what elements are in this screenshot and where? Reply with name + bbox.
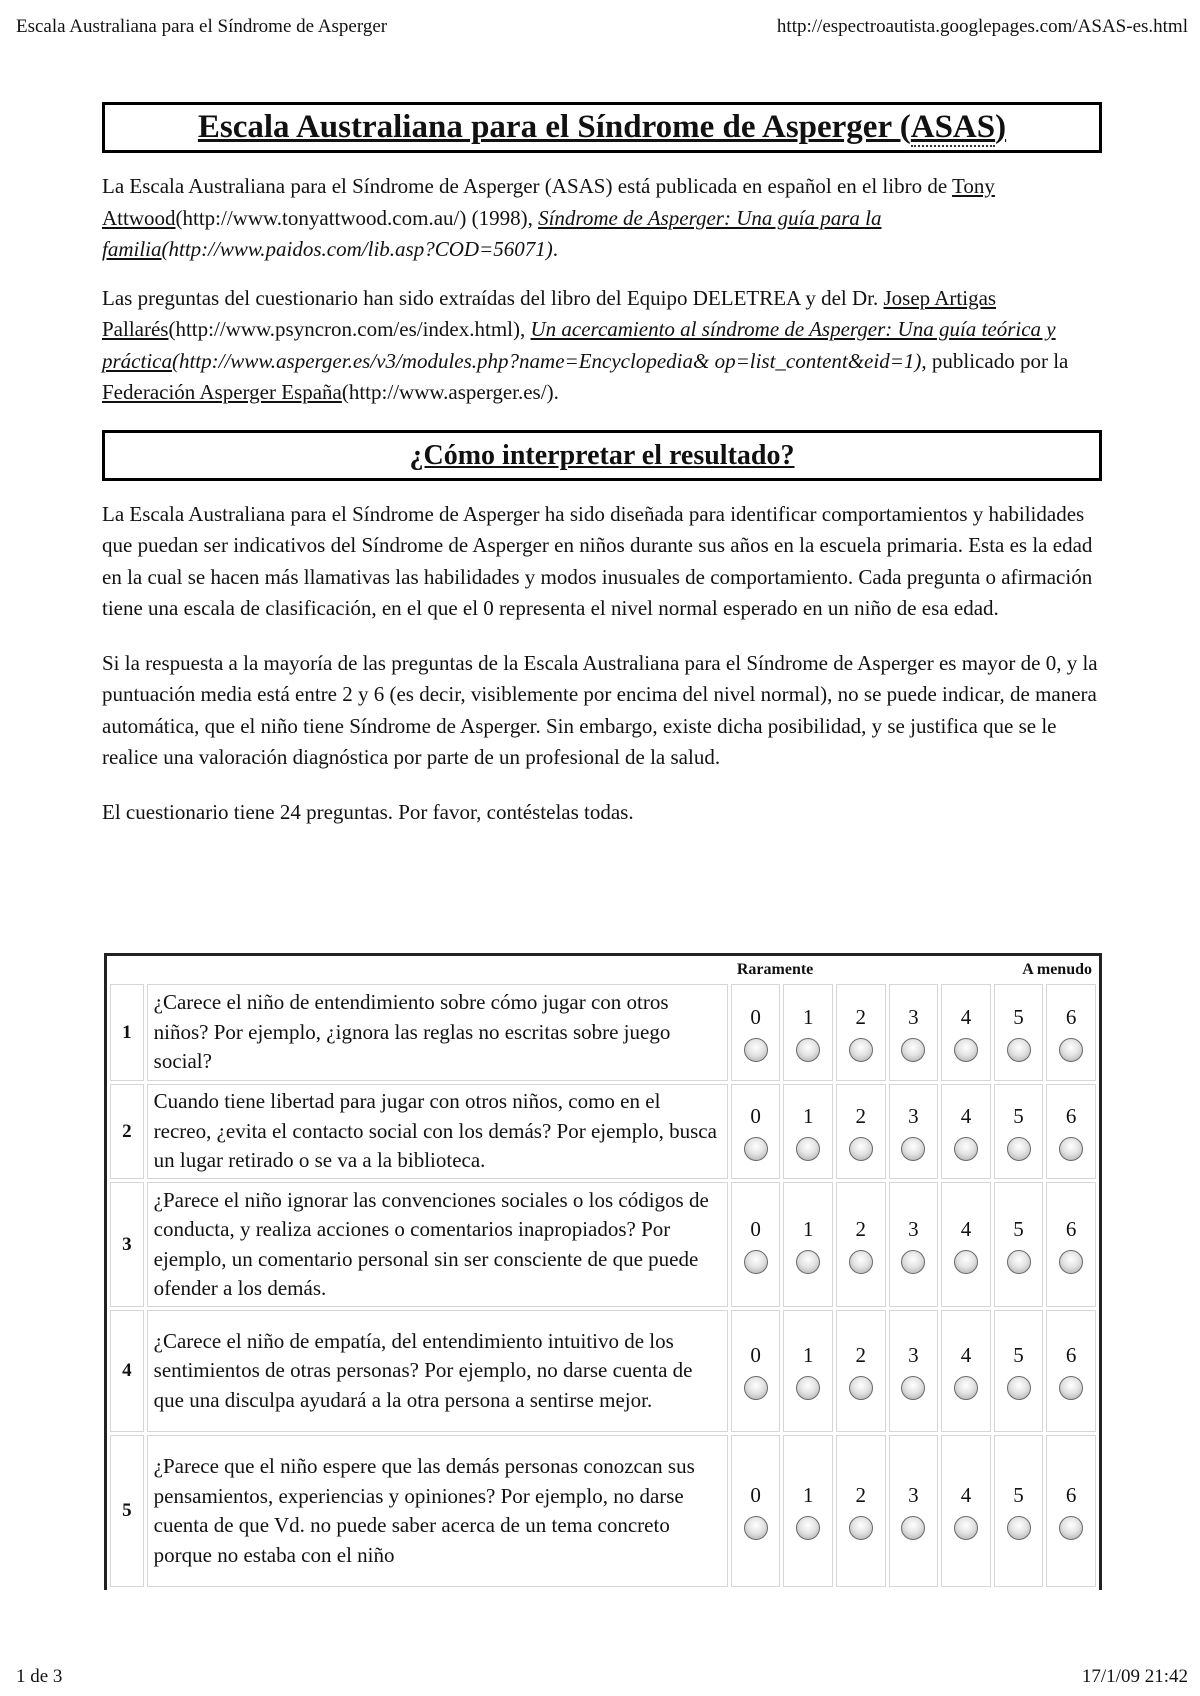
option-radio-button[interactable] [1007,1038,1031,1062]
option-label: 5 [1013,1483,1024,1507]
option-radio-button[interactable] [849,1137,873,1161]
option-radio-button[interactable] [796,1516,820,1540]
page-content [102,102,1102,828]
link-federacion-asperger[interactable]: Federación Asperger España [102,380,342,404]
intro1-text-3: . [552,237,558,261]
option-radio-button[interactable] [901,1038,925,1062]
answer-option-cell [994,1084,1044,1179]
option-radio-button[interactable] [1059,1038,1083,1062]
scale-header-spacer [110,959,728,981]
answer-option-cell [731,1435,781,1587]
answer-option-cell [941,1310,991,1432]
question-text: ¿Parece que el niño espere que las demás personas conozcan sus pensamientos, experiencias y opiniones? Por ejemplo, no darse cuenta de que Vd. no puede saber acerca de un tema concreto porque no estaba con el niño [147,1435,728,1587]
question-text: Cuando tiene libertad para jugar con otros niños, como en el recreo, ¿evita el contacto social con los demás? Por ejemplo, busca un lugar retirado o se va a la biblioteca. [147,1084,728,1179]
option-radio-button[interactable] [1059,1376,1083,1400]
answer-option-cell [889,1310,939,1432]
scale-label-rarely: Raramente [736,961,814,978]
option-label: 3 [908,1343,919,1367]
question-count-note: El cuestionario tiene 24 preguntas. Por favor, contéstelas todas. [102,799,634,824]
answer-option-cell [941,1084,991,1179]
question-number: 2 [110,1084,144,1179]
option-label: 6 [1065,1004,1077,1029]
answer-option-cell [731,1310,781,1432]
answer-option-cell [783,984,833,1081]
option-label: 0 [750,1483,761,1507]
option-radio-button[interactable] [1007,1250,1031,1274]
option-label: 5 [1013,1216,1024,1241]
option-label: 3 [908,1216,919,1241]
intro1-url-1: (http://www.tonyattwood.com.au/) [175,205,467,230]
answer-option-cell [731,1084,781,1179]
page-number: 1 de 3 [16,1666,63,1687]
answer-option-cell [941,984,991,1081]
option-label: 4 [960,1216,972,1241]
option-radio-button[interactable] [1007,1376,1031,1400]
option-label: 1 [802,1343,814,1367]
option-radio-button[interactable] [901,1250,925,1274]
question-row [110,1310,1096,1432]
section-interpret-title: ¿Cómo interpretar el resultado? [409,439,795,471]
answer-option-cell [836,1310,886,1432]
answer-option-cell [836,1084,886,1179]
option-radio-button[interactable] [744,1038,768,1062]
intro-paragraph-1 [102,171,1102,266]
option-label: 0 [750,1216,761,1241]
intro2-text-2: , [520,317,531,341]
interpret-paragraph-1: La Escala Australiana para el Síndrome de Asperger ha sido diseñada para identificar comportamientos y habilidades que puedan ser indicativos del Síndrome de Asperger en niños durante sus años en la escuela primaria. Esta es la edad en la cual se hacen más llamativas las habilidades y modos inusuales de comportamiento. Cada pregunta o afirmación tiene una escala de clasificación, en el que el 0 representa el nivel normal esperado en un niño de esa edad. [102,501,1093,620]
answer-option-cell [1046,1435,1096,1587]
title-abbreviation[interactable]: ASAS [910,109,996,145]
answer-option-cell [1046,1182,1096,1307]
question-row [110,1435,1096,1587]
option-radio-button[interactable] [796,1376,820,1400]
question-number: 5 [110,1435,144,1587]
option-label: 0 [750,1103,761,1128]
answer-option-cell [994,1310,1044,1432]
intro1-text-1: La Escala Australiana para el Síndrome de Asperger (ASAS) está publicada en español en el libro de [102,174,953,198]
option-radio-button[interactable] [796,1038,820,1062]
question-text: ¿Carece el niño de entendimiento sobre cómo jugar con otros niños? Por ejemplo, ¿ignora las reglas no escritas sobre juego social? [147,984,728,1081]
option-label: 6 [1065,1216,1077,1241]
page-title-close: ) [995,109,1007,145]
option-radio-button[interactable] [1059,1137,1083,1161]
intro2-text-1: Las preguntas del cuestionario han sido extraídas del libro del Equipo DELETREA y del Dr. [102,285,884,310]
option-radio-button[interactable] [954,1250,978,1274]
option-label: 2 [855,1004,867,1029]
intro2-url-3: (http://www.asperger.es/) [341,380,554,404]
answer-option-cell [1046,1084,1096,1179]
answer-option-cell [783,1084,833,1179]
intro2-text-4: . [553,380,559,404]
option-label: 1 [802,1004,814,1029]
option-label: 5 [1013,1103,1024,1128]
browser-header-title: Escala Australiana para el Síndrome de Asperger [16,16,388,37]
section-interpret-box [102,430,1102,481]
option-label: 2 [855,1483,867,1507]
link-book-acercamiento[interactable]: Un acercamiento al síndrome de Asperger: Una guía teórica y práctica [102,317,1056,373]
option-radio-button[interactable] [744,1516,768,1540]
option-label: 1 [802,1483,814,1507]
option-label: 3 [908,1483,919,1507]
answer-option-cell [783,1182,833,1307]
answer-option-cell [731,984,781,1081]
answer-option-cell [994,1182,1044,1307]
option-radio-button[interactable] [744,1137,768,1161]
print-datetime: 17/1/09 21:42 [1081,1666,1188,1687]
option-label: 6 [1065,1343,1077,1367]
answer-option-cell [889,1435,939,1587]
intro1-text-2: (1998), [466,205,539,230]
page-title-text: Escala Australiana para el Síndrome de Asperger ( [197,109,911,145]
option-radio-button[interactable] [796,1250,820,1274]
option-label: 4 [960,1004,972,1029]
option-radio-button[interactable] [1007,1137,1031,1161]
option-radio-button[interactable] [849,1038,873,1062]
question-number: 4 [110,1310,144,1432]
option-label: 5 [1013,1004,1024,1029]
intro1-url-2: (http://www.paidos.com/lib.asp?COD=56071) [161,237,553,261]
question-row [110,1182,1096,1307]
intro-paragraph-2 [102,283,1102,409]
answer-option-cell [731,1182,781,1307]
option-radio-button[interactable] [954,1038,978,1062]
option-label: 2 [855,1103,867,1128]
answer-option-cell [1046,1310,1096,1432]
answer-option-cell [889,1084,939,1179]
option-radio-button[interactable] [901,1376,925,1400]
question-number: 1 [110,984,144,1081]
option-label: 4 [960,1103,972,1128]
page-title [105,105,1099,150]
option-label: 1 [802,1216,814,1241]
answer-option-cell [889,1182,939,1307]
option-radio-button[interactable] [954,1516,978,1540]
option-radio-button[interactable] [796,1137,820,1161]
answer-option-cell [994,1435,1044,1587]
option-radio-button[interactable] [744,1250,768,1274]
option-radio-button[interactable] [744,1376,768,1400]
option-label: 6 [1065,1483,1077,1507]
intro2-url-1: (http://www.psyncron.com/es/index.html) [168,317,520,341]
question-row [110,984,1096,1081]
answer-option-cell [941,1435,991,1587]
option-radio-button[interactable] [849,1376,873,1400]
link-josep-artigas[interactable]: Josep Artigas Pallarés [102,285,997,341]
option-label: 3 [908,1004,919,1029]
option-label: 2 [855,1343,867,1367]
option-radio-button[interactable] [901,1516,925,1540]
option-radio-button[interactable] [954,1376,978,1400]
option-label: 2 [855,1216,867,1241]
option-label: 6 [1065,1103,1077,1128]
scale-label-often: A menudo [1022,961,1092,978]
questionnaire-table [104,953,1102,1590]
option-label: 3 [908,1103,919,1128]
option-radio-button[interactable] [901,1137,925,1161]
option-label: 0 [750,1004,761,1029]
option-radio-button[interactable] [849,1516,873,1540]
question-text: ¿Parece el niño ignorar las convenciones sociales o los códigos de conducta, y realiza acciones o comentarios inapropiados? Por ejemplo, un comentario personal sin ser consciente de que puede ofender a los demás. [147,1182,728,1307]
option-label: 4 [960,1483,972,1507]
option-radio-button[interactable] [1059,1250,1083,1274]
link-tony-attwood[interactable]: Tony Attwood [102,174,995,230]
answer-option-cell [1046,984,1096,1081]
option-radio-button[interactable] [1007,1516,1031,1540]
questions-body [110,984,1096,1587]
option-radio-button[interactable] [1059,1516,1083,1540]
intro2-text-3: , publicado por la [921,348,1069,373]
answer-option-cell [836,1435,886,1587]
intro2-url-2: (http://www.asperger.es/v3/modules.php?name=Encyclopedia& op=list_content&eid=1) [171,348,922,373]
interpret-paragraph-2: Si la respuesta a la mayoría de las preguntas de la Escala Australiana para el Síndrome de Asperger es mayor de 0, y la puntuación media está entre 2 y 6 (es decir, visiblemente por encima del nivel normal), no se puede indicar, de manera automática, que el niño tiene Síndrome de Asperger. Sin embargo, existe dicha posibilidad, y se justifica que se le realice una valoración diagnóstica por parte de un profesional de la salud. [102,650,1098,769]
option-label: 1 [802,1103,814,1128]
answer-option-cell [836,1182,886,1307]
answer-option-cell [889,984,939,1081]
question-number: 3 [110,1182,144,1307]
option-radio-button[interactable] [954,1137,978,1161]
question-text: ¿Carece el niño de empatía, del entendimiento intuitivo de los sentimientos de otras personas? Por ejemplo, no darse cuenta de que una disculpa ayudará a la otra persona a sentirse mejor. [147,1310,728,1432]
option-label: 0 [750,1343,761,1367]
question-row [110,1084,1096,1179]
option-label: 5 [1013,1343,1024,1367]
answer-option-cell [941,1182,991,1307]
browser-header-url: http://espectroautista.googlepages.com/ASAS-es.html [776,16,1188,37]
answer-option-cell [783,1435,833,1587]
answer-option-cell [836,984,886,1081]
answer-option-cell [783,1310,833,1432]
answer-option-cell [994,984,1044,1081]
title-box [102,102,1102,153]
scale-header-row [110,959,1096,981]
link-book-guia-familia[interactable]: Síndrome de Asperger: Una guía para la familia [102,205,882,261]
option-radio-button[interactable] [849,1250,873,1274]
option-label: 4 [960,1343,972,1367]
